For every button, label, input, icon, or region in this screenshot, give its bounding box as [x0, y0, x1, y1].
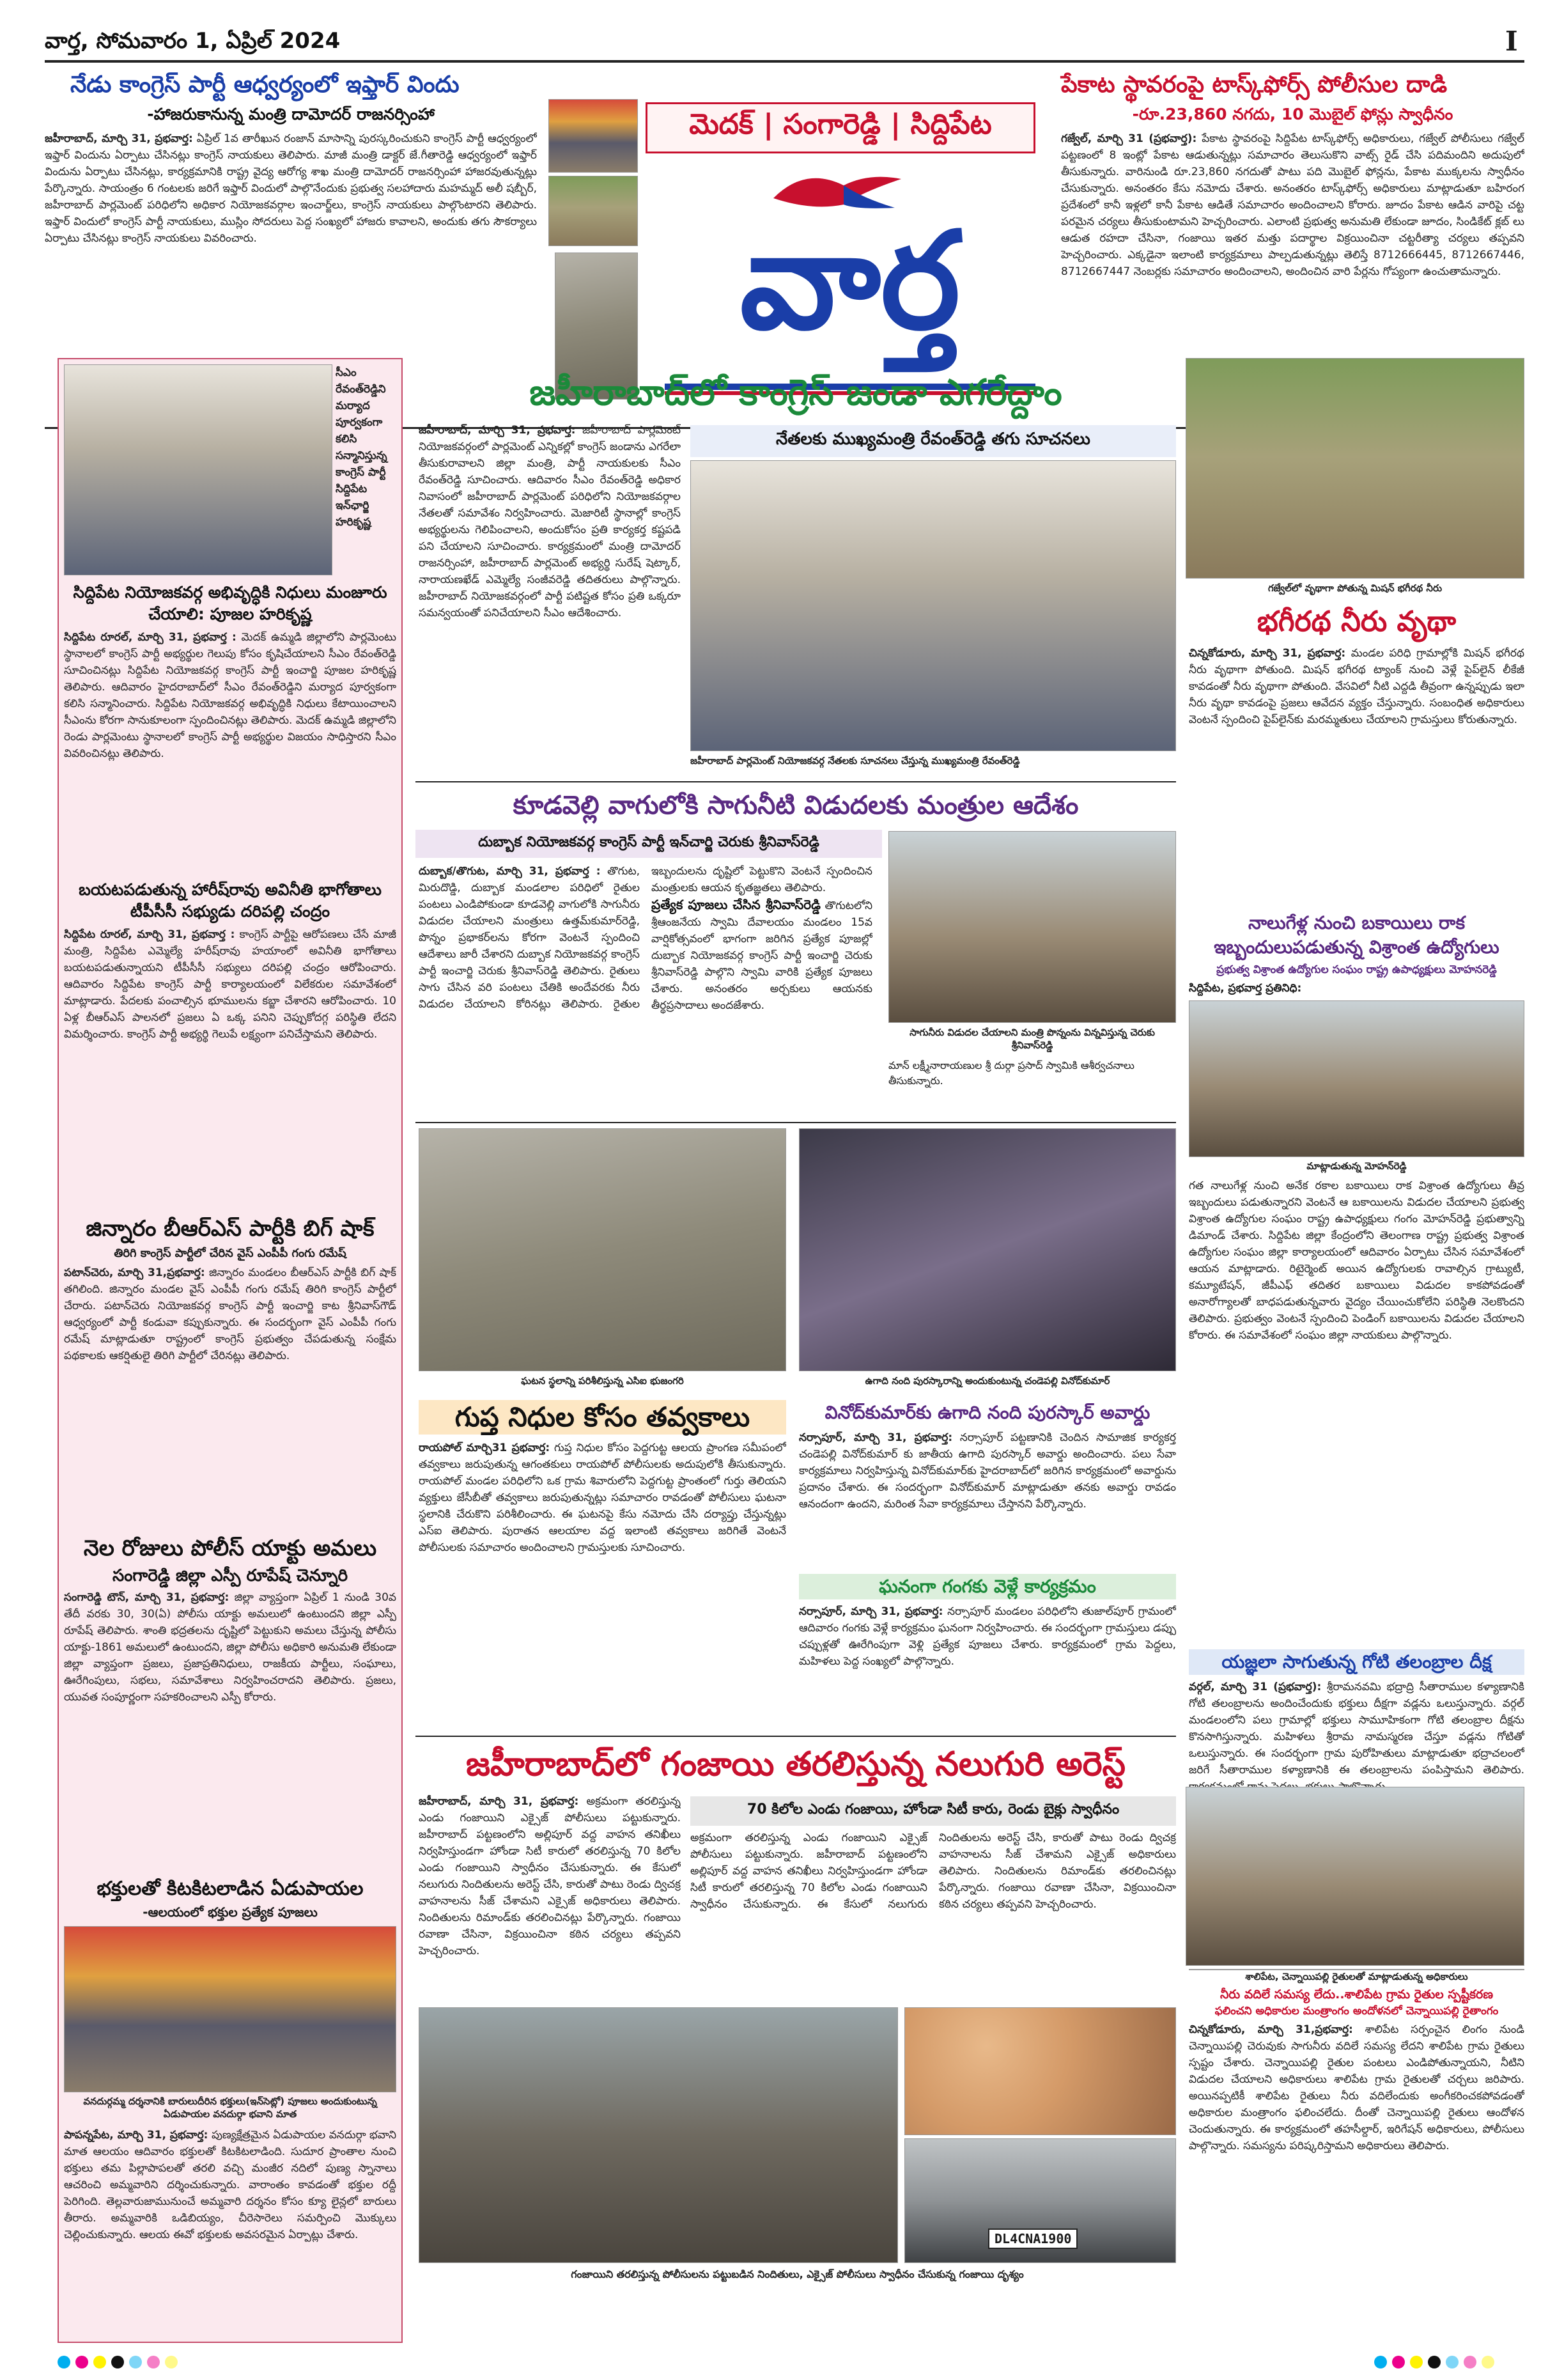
center-treasure-headline-text: గుప్త నిధుల కోసం తవ్వకాలు [454, 1401, 750, 1433]
right-story-2-dateline-line: సిద్దిపేట, ప్రభవార్త ప్రతినిధి: [1189, 982, 1302, 995]
right-story-4-text: శాలిపేట సర్పంచైన లింగం నుండి చెన్నాయిపల్లి చెరువుకు సాగునీరు వదిలే సమస్య లేదని శాలిపేట గ్రామ రైతులు స్పష్టం చేశారు. చెన్నాయిపల్లి రైతుల పంటలు ఎండిపోతున్నాయని, నీటిని విడుదల చేయాలని అధికారులు శాలిపేట గ్రామ రైతులతో చర్చలు జరిపారు. అయినప్పటికీ శాలిపేట రైతులు నీరు వదిలేందుకు అంగీకరించకపోవడంతో అధికారుల మంత్రాంగం ఫలించలేదు. దీంతో చెన్నాయిపల్లి రైతులు ఆందోళన చెందుతున్నారు. ఈ కార్యక్రమంలో తహసీల్దార్, ఇరిగేషన్ అధికారులు, పోలీసులు పాల్గొన్నారు. సమస్యను పరిష్కరిస్తామని అధికారులు తెలిపారు. [1189, 2023, 1524, 2152]
center-water-headline-text: కూడవెల్లి వాగులోకి సాగునీటి విడుదలకు మంత్రుల ఆదేశం [513, 791, 1079, 820]
reg-dot-r-magenta [1392, 2356, 1405, 2368]
reg-dot-yellow-2 [165, 2356, 178, 2368]
right-story-4-body [1189, 2021, 1524, 2303]
reg-dot-yellow [93, 2356, 106, 2368]
top-right-subhead: -రూ.23,860 నగదు, 10 మొబైల్ ఫోన్లు స్వాధీనం [1132, 105, 1453, 123]
center-ganja-body [419, 1793, 681, 2004]
top-right-text: పేకాట స్థావరంపై సిద్దిపేట టాస్క్‌ఫోర్స్ అధికారులు, గజ్వేల్ పోలీసులు గజ్వేల్ పట్టణంలో 8 ఇంట్లో పేకాట ఆడుతున్నట్లు సమాచారం తెలుసుకొని వాట్స్ రైడ్ చేసి పదిమందిని అదుపులో తీసుకున్నారు. వారినుండి రూ.23,860 నగదుతో పాటు పది మొబైల్ ఫోన్లను, పేకాట ముక్కలను స్వాధీనం చేసుకున్నారు. అనంతరం కేసు నమోదు చేశారు. అనంతరం టాస్క్‌ఫోర్స్ అధికారులు మాట్లాడుతూ బహిరంగ ప్రదేశంలో కానీ ఇళ్లలో కానీ పేకాట ఆడితే సమాచారం అందించాలని కోరారు. జూదం పేకాట ఆడిన వారిపై చట్ట పరమైన చర్యలు తీసుకుంటామని హెచ్చరించారు. ఎలాంటి ప్రభుత్వ అనుమతి లేకుండా జూదం, సిండికేట్ క్లబ్ లు ఆడుత రహదా చేసినా, గంజాయి ఇతర మత్తు పదార్థాల విక్రయించినా చట్టరీత్యా చర్యలు తప్పవని హెచ్చరించారు. ఎక్కడైనా ఇలాంటి కార్యక్రమాలు పాల్పడుతున్నట్లు తెలిస్తే 8712666445, 8712667446, 8712667447 నెంబర్లకు సమాచారం అందించాలని, అందించిన వారి పేర్లను గోప్యంగా ఉంచుతామన్నారు. [1061, 132, 1524, 278]
center-ganja-headline [415, 1742, 1176, 1787]
center-water-dateline: దుబ్బాక/తొగుట, మార్చి 31, ప్రభవార్త : [419, 865, 601, 878]
left-story-2-headline: బయటపడుతున్న హారీష్‌రావు అవినీతి భాగోతాలు టీపీసీసీ సభ్యుడు దరిపల్లి చంద్రం [79, 880, 382, 921]
right-story-3-headline [1189, 1649, 1524, 1675]
reg-dot-r-yellow [1410, 2356, 1423, 2368]
masthead-temple-photo-2 [548, 176, 638, 246]
left-temple-crowd-photo [64, 1926, 396, 2092]
center-rule-1 [415, 781, 1176, 782]
right-story-1-headline-text: భగీరథ నీరు వృథా [1257, 605, 1457, 638]
center-treasure-headline [419, 1400, 786, 1435]
center-ganja-text-col [419, 1793, 681, 2004]
left-story-4-headline: నెల రోజులు పోలీస్ యాక్టు అమలు [83, 1536, 377, 1561]
center-water-headline [415, 788, 1176, 823]
left-story-5 [64, 1876, 396, 2337]
right-officials-photo-main [1186, 1787, 1524, 1966]
center-ganja-car-photo [904, 2138, 1176, 2263]
left-story-4 [64, 1534, 396, 1867]
left-story-5-text: పుణ్యక్షేత్రమైన ఏడుపాయల వనదుర్గా భవాని మాత ఆలయం ఆదివారం భక్తులతో కిటకిటలాడింది. సుదూర ప్రాంతాల నుంచి భక్తులు తమ పిల్లాపాపలతో తరలి వచ్చి మంజీర నదిలో పుణ్య స్నానాలు ఆచరించి అమ్మవారిని దర్శించుకున్నారు. వారాంతం కావడంతో భక్తుల రద్దీ పెరిగింది. తెల్లవారుజామునుంచే అమ్మవారి దర్శనం కోసం క్యూ లైన్లలో బారులు తీరారు. అమ్మవారికి ఒడిబియ్యం, చీరెసారెలు సమర్పించి మొక్కులు చెల్లించుకున్నారు. ఆలయ ఈవో భక్తులకు అవసరమైన ఏర్పాట్లు చేశారు. [64, 2129, 396, 2241]
center-water-body [419, 863, 872, 1119]
left-story-3-headline: జిన్నారం బీఆర్ఎస్ పార్టీకి బిగ్ షాక్ [86, 1216, 375, 1241]
right-story-3-text: శ్రీరామనవమి భద్రాద్రి సీతారాముల కళ్యాణానికి గోటి తలంబ్రాలను అందించేందుకు భక్తులు దీక్షగా వడ్లను ఒలుస్తున్నారు. వర్గల్ మండలంలోని పలు గ్రామాల్లో భక్తులు సామూహికంగా గోటి తలంబ్రాల దీక్షను కొనసాగిస్తున్నారు. మహిళలు శ్రీరామ నామస్మరణ చేస్తూ వడ్లను గోటితో ఒలుస్తున్నారు. ఈ సందర్భంగా గ్రామ పురోహితులు మాట్లాడుతూ భద్రాచలంలో జరిగే సీతారాముల కళ్యాణానికి ఈ తలంబ్రాలను పంపిస్తామని తెలిపారు. [1189, 1681, 1524, 1777]
masthead-logo [665, 205, 1035, 358]
center-main-subhead-box [690, 425, 1176, 457]
center-ganja-text: అక్రమంగా తరలిస్తున్న ఎండు గంజాయిని ఎక్సైజ్ పోలీసులు పట్టుకున్నారు. జహీరాబాద్ పట్టణంలోని అల్లిపూర్ వద్ద వాహన తనిఖీలు నిర్వహిస్తుండగా హోండా సిటీ కారులో తరలిస్తున్న 70 కిలోల ఎండు గంజాయిని స్వాధీనం చేసుకున్నారు. ఈ కేసులో నలుగురు నిందితులను అరెస్ట్ చేసి, కారుతో పాటు రెండు ద్విచక్ర వాహనాలను సీజ్ చేశామని ఎక్సైజ్ అధికారులు తెలిపారు. నిందితులను రిమాండ్‌కు తరలించినట్లు పేర్కొన్నారు. గంజాయి రవాణా చేసినా, విక్రయించినా కఠిన చర్యలు తప్పవని హెచ్చరించారు. [419, 1795, 681, 1957]
center-water-text-col [419, 863, 872, 1119]
right-story-2-headline [1189, 911, 1524, 960]
right-story-4 [1189, 1969, 1524, 2343]
left-story-1-body [64, 629, 396, 866]
center-award-dateline: నర్సాపూర్, మార్చి 31, ప్రభవార్త: [799, 1431, 953, 1444]
center-ganja-dateline: జహీరాబాద్, మార్చి 31, ప్రభవార్త: [419, 1795, 579, 1808]
top-left-headline: నేడు కాంగ్రెస్ పార్టీ ఆధ్వర్యంలో ఇఫ్తార్ విందు [70, 72, 460, 98]
right-story-2-headline-text: నాలుగేళ్ల నుంచి బకాయిలు రాక ఇబ్బందులుపడుతున్న విశ్రాంత ఉద్యోగులు [1214, 912, 1499, 958]
registration-marks-right [1374, 2356, 1521, 2371]
center-gangu-text: నర్సాపూర్ మండలం పరిధిలోని తుజాల్‌పూర్ గ్రామంలో ఆదివారం గంగకు వెళ్లే కార్యక్రమం ఘనంగా నిర్వహించారు. ఈ సందర్భంగా గ్రామస్తులు డప్పు చప్పుళ్లతో ఊరేగింపుగా వెళ్లి ప్రత్యేక పూజలు చేశారు. కార్యక్రమంలో గ్రామ పెద్దలు, మహిళలు పెద్ద సంఖ్యలో పాల్గొన్నారు. [799, 1605, 1176, 1668]
right-story-4-dateline: చిన్నకోడూరు, మార్చి 31,ప్రభవార్త: [1189, 2023, 1353, 2036]
center-ganja-text-col-2 [690, 1830, 1176, 2002]
center-water-subhead: దుబ్బాక నియోజకవర్గ కాంగ్రెస్ పార్టీ ఇన్‌చార్జి చెరుకు శ్రీనివాస్‌రెడ్డి [478, 834, 819, 850]
center-gangu-headline [799, 1574, 1176, 1599]
center-ganja-headline-text: జహీరాబాద్‌లో గంజాయి తరలిస్తున్న నలుగురి అరెస్ట్ [465, 1745, 1126, 1784]
left-story-3-body [64, 1264, 396, 1514]
right-story-2-subhead: ప్రభుత్వ విశ్రాంత ఉద్యోగుల సంఘం రాష్ట్ర ఉపాధ్యక్షులు మోహనరెడ్డి [1216, 963, 1497, 976]
car-number-plate: DL4CNA1900 [988, 2228, 1078, 2249]
center-main-subhead: నేతలకు ముఖ్యమంత్రి రేవంత్‌రెడ్డి తగు సూచనలు [776, 430, 1090, 449]
center-rule-2 [415, 1122, 1176, 1123]
masthead-temple-photo-1 [548, 99, 638, 173]
left-story-5-dateline: పాపన్నపేట, మార్చి 31, ప్రభవార్త: [64, 2129, 208, 2142]
left-story-3-text: జిన్నారం మండలం బీఆర్ఎస్ పార్టీకి బిగ్ షాక్ తగిలింది. జిన్నారం మండల వైస్ ఎంపీపీ గంగు రమేష్ తిరిగి కాంగ్రెస్ పార్టీలో చేరారు. పటాన్‌చెరు నియోజకవర్గ కాంగ్రెస్ పార్టీ ఇంచార్జి కాట శ్రీనివాస్‌గౌడ్ ఆధ్వర్యంలో పార్టీ కండువా కప్పుకున్నారు. ఈ సందర్భంగా వైస్ ఎంపీపీ గంగు రమేష్ మాట్లాడుతూ రాష్ట్రంలో కాంగ్రెస్ ప్రభుత్వం చేపడుతున్న సంక్షేమ పథకాలకు ఆకర్షితులై తిరిగి పార్టీలో చేరినట్లు తెలిపారు. [64, 1266, 396, 1362]
center-main-body [419, 422, 681, 777]
right-water-leak-photo [1186, 358, 1524, 579]
left-cm-photo-caption: సీఎం రేవంత్‌రెడ్డిని మర్యాద పూర్వకంగా కలిసి సన్మానిస్తున్న కాంగ్రెస్ పార్టీ సిద్దిపేట ఇన్‌ఛార్జి హరికృష్ణ [336, 366, 387, 529]
left-story-3-subhead: తిరిగి కాంగ్రెస్ పార్టీలో చేరిన వైస్ ఎంపీపీ గంగు రమేష్ [114, 1247, 346, 1260]
right-story-1-body [1189, 645, 1524, 894]
left-story-4-subhead: సంగారెడ్డి జిల్లా ఎస్పీ రూపేష్ చెన్నూరి [112, 1566, 348, 1585]
center-award-photo-caption: ఉగాది నంది పురస్కారాన్ని అందుకుంటున్న చండెపల్లి వినోద్‌కుమార్ [865, 1375, 1110, 1387]
center-award-headline-text: వినోద్‌కుమార్‌కు ఉగాది నంది పురస్కార్ అవార్డు [825, 1402, 1150, 1423]
center-main-text: జహీరాబాద్ పార్లమెంట్ నియోజకవర్గంలో పార్లమెంట్ ఎన్నికల్లో కాంగ్రెస్ జండాను ఎగరేలా తీసుకురావాలని జిల్లా మంత్రి, పార్టీ నాయకులకు సీఎం రేవంత్‌రెడ్డి సూచించారు. ఆదివారం సీఎం రేవంత్‌రెడ్డి అధికార నివాసంలో జహీరాబాద్ పార్లమెంట్ పరిధిలోని నియోజకవర్గాల నేతలతో సమావేశం నిర్వహించారు. మెజారిటీ స్థానాల్లో కాంగ్రెస్ అభ్యర్థులను గెలిపించాలని, అందుకోసం ప్రతి కార్యకర్త కష్టపడి పని చేయాలని సూచించారు. కార్యక్రమంలో మంత్రి దామోదర్ రాజనర్సింహా, జహీరాబాద్ పార్లమెంట్ అభ్యర్థి సురేష్ షెట్కార్, నారాయణఖేడ్ ఎమ్మెల్యే సంజీవరెడ్డి తదితరులు పాల్గొన్నారు. జహీరాబాద్ నియోజకవర్గంలో పార్టీ పటిష్టత కోసం ప్రతి ఒక్కరూ సమన్వయంతో పనిచేయాలని సీఎం ఆదేశించారు. [419, 424, 681, 619]
reg-dot-magenta-2 [147, 2356, 160, 2368]
top-left-text: ఏప్రిల్ 1వ తారీఖున రంజాన్ మాసాన్ని పురస్కరించుకుని కాంగ్రెస్ పార్టీ ఆధ్వర్యంలో ఇఫ్తార్ విందును ఏర్పాటు చేసినట్లు కాంగ్రెస్ నాయకులు తెలిపారు. మాజీ మంత్రి డాక్టర్ జే.గీతారెడ్డి ఆధ్వర్యంలో ఇఫ్తార్ విందును ఏర్పాటు చేసినట్లు, కార్యక్రమానికి రాష్ట్ర వైద్య ఆరోగ్య శాఖ మంత్రి దామోదర్ రాజనర్సింహా హాజరవుతున్నట్లు పేర్కొన్నారు. సాయంత్రం 6 గంటలకు జరిగే ఇఫ్తార్ విందులో పాల్గొనేందుకు ప్రభుత్వ సలహాదారు మహమ్మద్ అలీ షబ్బీర్, జహీరాబాద్ పార్లమెంట్ పరిధిలోని అధికార నియోజకవర్గాల ఇంచార్జ్‌లు, కాంగ్రెస్ నాయకులు పాల్గొంటారని తెలిపారు. ఇఫ్తార్ విందులో కాంగ్రెస్ పార్టీ నాయకులు, ముస్లిం సోదరులు పెద్ద సంఖ్యలో హాజరు కావాలని, అందుకు తగు సౌకర్యాలు ఏర్పాటు చేసినట్లు కాంగ్రెస్ నాయకులు వివరించారు. [45, 132, 537, 245]
right-story-3-headline-text: యజ్ఞలా సాగుతున్న గోటి తలంబ్రాల దీక్ష [1221, 1651, 1492, 1672]
right-officials-photo-caption: శాలిపేట, చెన్నాయిపల్లి రైతులతో మాట్లాడుతున్న అధికారులు [1245, 1971, 1468, 1982]
left-story-3-dateline: పటాన్‌చెరు, మార్చి 31,ప్రభవార్త: [64, 1266, 205, 1279]
left-story-4-dateline: సంగారెడ్డి టౌన్, మార్చి 31, ప్రభవార్త: [64, 1591, 229, 1604]
reg-dot-r-cyan [1374, 2356, 1387, 2368]
center-rock-photo [419, 1128, 786, 1371]
right-pensioners-photo-caption: మాట్లాడుతున్న మోహన్‌రెడ్డి [1306, 1160, 1407, 1172]
right-pensioners-photo [1189, 1000, 1524, 1157]
reg-dot-magenta [75, 2356, 88, 2368]
center-main-text-col [419, 422, 681, 777]
center-water-text: తొగుట, మిరుదొడ్డి, దుబ్బాక మండలాల పరిధిలో రైతుల పంటలు ఎండిపోకుండా కూడవెల్లి వాగులోకి సాగునీరు విడుదల చేయాలని మంత్రులు ఉత్తమ్‌కుమార్‌రెడ్డి, పొన్నం ప్రభాకర్‌లను కోరగా వెంటనే స్పందించి ఆదేశాలు జారీ చేశారని దుబ్బాక నియోజకవర్గ కాంగ్రెస్ పార్టీ ఇంచార్జి చెరుకు శ్రీనివాస్‌రెడ్డి తెలిపారు. రైతులు సాగు చేసిన వరి పంటలు చేతికి అందేవరకు నీరు విడుదల చేయాలని కోరినట్లు తెలిపారు. రైతుల ఇబ్బందులను దృష్టిలో పెట్టుకొని వెంటనే స్పందించిన మంత్రులకు ఆయన కృతజ్ఞతలు తెలిపారు. [419, 865, 872, 1011]
right-story-1-dateline: చిన్నకోడూరు, మార్చి 31, ప్రభవార్త: [1189, 647, 1346, 660]
region-text: మెదక్ | సంగారెడ్డి | సిద్దిపేట [689, 108, 992, 141]
center-ganja-subhead-box [690, 1796, 1176, 1826]
left-story-5-headline: భక్తులతో కిటకిటలాడిన ఏడుపాయల [97, 1878, 364, 1900]
masthead-rule [45, 60, 1524, 63]
left-story-1-headline: సిద్దిపేట నియోజకవర్గ అభివృద్ధికి నిధులు మంజూరు చేయాలి: పూజల హరికృష్ణ [73, 583, 387, 623]
left-story-2-dateline: సిద్దిపేట రూరల్, మార్చి 31, ప్రభవార్త : [64, 928, 235, 941]
center-ganja-subhead: 70 కిలోల ఎండు గంజాయి, హోండా సిటీ కారు, రెండు బైక్లు స్వాధీనం [747, 1801, 1120, 1817]
left-cm-meeting-photo [64, 364, 332, 575]
center-water-sub2-text: తొగుటలోని శ్రీఆంజనేయ స్వామి దేవాలయం మండలం 15వ వార్షికోత్సవంలో భాగంగా జరిగిన ప్రత్యేక పూజల్లో దుబ్బాక నియోజకవర్గ కాంగ్రెస్ పార్టీ ఇంచార్జి చెరుకు శ్రీనివాస్‌రెడ్డి పాల్గొని స్వామి వారికి ప్రత్యేక పూజలు చేశారు. అనంతరం అర్చకులు ఆయనకు తీర్థప్రసాదాలు అందజేశారు. [651, 899, 872, 1012]
center-gangu-dateline: నర్సాపూర్, మార్చి 31, ప్రభవార్త: [799, 1605, 943, 1618]
page-number: I [1505, 26, 1518, 57]
center-ganja-text-2: అక్రమంగా తరలిస్తున్న ఎండు గంజాయిని ఎక్సైజ్ పోలీసులు పట్టుకున్నారు. జహీరాబాద్ పట్టణంలోని అల్లిపూర్ వద్ద వాహన తనిఖీలు నిర్వహిస్తుండగా హోండా సిటీ కారులో తరలిస్తున్న 70 కిలోల ఎండు గంజాయిని స్వాధీనం చేసుకున్నారు. ఈ కేసులో నలుగురు నిందితులను అరెస్ట్ చేసి, కారుతో పాటు రెండు ద్విచక్ర వాహనాలను సీజ్ చేశామని ఎక్సైజ్ అధికారులు తెలిపారు. నిందితులను రిమాండ్‌కు తరలించినట్లు పేర్కొన్నారు. గంజాయి రవాణా చేసినా, విక్రయించినా కఠిన చర్యలు తప్పవని హెచ్చరించారు. [690, 1832, 1176, 1911]
left-story-1-dateline: సిద్దిపేట రూరల్, మార్చి 31, ప్రభవార్త : [64, 631, 236, 644]
center-award-headline [799, 1400, 1176, 1426]
center-treasure-body [419, 1440, 786, 1727]
left-story-2-text: కాంగ్రెస్ పార్టీపై ఆరోపణలు చేసే మాజీ మంత్రి, సిద్దిపేట ఎమ్మెల్యే హరీష్‌రావు హయాంలో అవినీతి భాగోతాలు బయటపడుతున్నాయని టీపీసీసీ సభ్యులు దరిపల్లి చంద్రం ఆరోపించారు. ఆదివారం సిద్దిపేట కాంగ్రెస్ పార్టీ కార్యాలయంలో విలేకరుల సమావేశంలో మాట్లాడారు. పేదలకు పంచాల్సిన భూములను కబ్జా చేశారని ఆరోపించారు. 10 ఏళ్ల బీఆర్ఎస్ పాలనలో ప్రజలు ఏ ఒక్క పనిని చెప్పుకోదగ్గ పరిస్థితి లేదని విమర్శించారు. కాంగ్రెస్ పార్టీ అభ్యర్థి గెలుపే లక్ష్యంగా పనిచేస్తామని తెలిపారు. [64, 928, 396, 1041]
center-water-sub2-headline: ప్రత్యేక పూజలు చేసిన శ్రీనివాస్‌రెడ్డి [651, 897, 821, 912]
left-story-4-text: జిల్లా వ్యాప్తంగా ఏప్రిల్ 1 నుండి 30వ తేదీ వరకు 30, 30(ఏ) పోలీసు యాక్టు అమలులో ఉంటుందని జిల్లా ఎస్పీ రూపేష్ తెలిపారు. శాంతి భద్రతలను దృష్టిలో పెట్టుకుని అమలు చేస్తున్న పోలీసు యాక్టు-1861 అమలులో ఉంటుందని, జిల్లా పోలీసు అధికారి అనుమతి లేకుండా జిల్లా వ్యాప్తంగా ప్రజలు, ప్రజాప్రతినిధులు, రాజకీయ పార్టీలు, సంఘాలు, ఊరేగింపులు, సభలు, సమావేశాలు నిర్వహించరాదని తెలిపారు. ప్రజలు, యువత సంపూర్ణంగా సహకరించాలని ఎస్పీ కోరారు. [64, 1591, 396, 1704]
reg-dot-r-black [1428, 2356, 1441, 2368]
reg-dot-black [111, 2356, 124, 2368]
left-temple-photo-caption: వనదుర్గమ్మ దర్శనానికి బారులుదీరిన భక్తులు(ఇన్‌సెట్లో) పూజలు అందుకుంటున్న ఏడుపాయల వనదుర్గా భవాని మాత [83, 2096, 377, 2120]
center-treasure-dateline: రాయపోల్ మార్చి31 ప్రభవార్త: [419, 1442, 550, 1454]
left-story-2-body [64, 926, 396, 1201]
reg-dot-r-yellow-2 [1482, 2356, 1494, 2368]
left-story-2 [64, 879, 396, 1205]
right-story-3-dateline: వర్గల్, మార్చి 31 (ప్రభవార్త): [1189, 1681, 1322, 1693]
date-line: వార్త, సోమవారం 1, ఏప్రిల్ 2024 [45, 28, 341, 54]
left-story-3 [64, 1215, 396, 1528]
center-treasure-story [419, 1400, 786, 1732]
right-water-photo-caption: గజ్వేల్‌లో వృథాగా పోతున్న మిషన్ భగీరథ నీరు [1267, 582, 1443, 594]
left-story-5-subhead: -ఆలయంలో భక్తుల ప్రత్యేక పూజలు [143, 1904, 318, 1920]
right-story-2-body [1189, 1178, 1524, 1593]
left-story-1 [64, 582, 396, 869]
center-ganja-packets-photo [904, 2007, 1176, 2135]
logo-text: వార్త [739, 203, 961, 359]
center-main-headline-text: జహీరాబాద్‌లో కాంగ్రెస్ జండా ఎగరేద్దాం [529, 372, 1062, 414]
reg-dot-cyan [58, 2356, 70, 2368]
top-left-dateline: జహీరాబాద్, మార్చి 31, ప్రభవార్త: [45, 132, 193, 145]
center-water-subhead-box [415, 830, 882, 858]
center-water-photo-caption: సాగునీరు విడుదల చేయాలని మంత్రి పొన్నంను విన్నవిస్తున్న చెరుకు శ్రీనివాస్‌రెడ్డి [910, 1027, 1155, 1051]
top-right-dateline: గజ్వేల్, మార్చి 31 (ప్రభవార్త): [1061, 132, 1197, 145]
center-award-photo [799, 1128, 1176, 1371]
reg-dot-r-cyan-2 [1446, 2356, 1459, 2368]
right-story-1-text: మండల పరిధి గ్రామాల్లోకి మిషన్ భగీరథ నీరు వృథాగా పోతుంది. మిషన్ భగీరథ ట్యాంక్ నుంచి వెళ్లే పైప్‌లైన్ లీకేజీ కావడంతో నీరు వృథాగా పోతుంది. వేసవిలో నీటి ఎద్దడి తీవ్రంగా ఉన్నప్పుడు ఇలా నీరు వృథా కావడంపై ప్రజలు ఆవేదన వ్యక్తం చేస్తున్నారు. సంబంధిత అధికారులు వెంటనే స్పందించి పైప్‌లైన్‌కు మరమ్మతులు చేయాలని గ్రామస్తులు కోరుతున్నారు. [1189, 647, 1524, 726]
top-right-headline: పేకాట స్థావరంపై టాస్క్‌ఫోర్స్ పోలీసుల దాడి [1061, 72, 1448, 98]
reg-dot-r-magenta-2 [1464, 2356, 1476, 2368]
center-main-headline [415, 371, 1176, 416]
center-water-photo [888, 831, 1176, 1023]
right-story-2 [1189, 911, 1524, 1646]
center-rule-3 [415, 1736, 1176, 1737]
right-story-4-headline-text: నీరు వదిలే సమస్య లేదు..శాలిపేట గ్రామ రైతుల స్పష్టీకరణ [1219, 1987, 1494, 2002]
registration-marks-left [58, 2356, 224, 2371]
center-award-text: నర్సాపూర్ పట్టణానికి చెందిన సామాజిక కార్యకర్త చండెపల్లి వినోద్‌కుమార్ కు జాతీయ ఉగాది పురస్కార్ అవార్డు అందించారు. పలు సేవా కార్యక్రమాలు నిర్వహిస్తున్న వినోద్‌కుమార్‌కు హైదరాబాద్‌లో జరిగిన కార్యక్రమంలో అవార్డును ప్రదానం చేశారు. ఈ సందర్భంగా వినోద్‌కుమార్ మాట్లాడుతూ తనకు అవార్డు రావడం ఆనందంగా ఉందని, మరింత సేవా కార్యక్రమాలు చేస్తానని పేర్కొన్నారు. [799, 1431, 1176, 1511]
center-gangu-headline-text: ఘనంగా గంగకు వెళ్లే కార్యక్రమం [879, 1576, 1096, 1597]
center-gangu-body [799, 1603, 1176, 1718]
right-story-2-text: గత నాలుగేళ్ల నుంచి అనేక రకాల బకాయిలు రాక విశ్రాంత ఉద్యోగులు తీవ్ర ఇబ్బందులు పడుతున్నారని వెంటనే ఆ బకాయిలను విడుదల చేయాలని ప్రభుత్వ విశ్రాంత ఉద్యోగుల సంఘం రాష్ట్ర ఉపాధ్యక్షులు గంగం మోహన్‌రెడ్డి ప్రభుత్వాన్ని డిమాండ్ చేశారు. సిద్దిపేట జిల్లా కేంద్రంలోని తెలంగాణ రాష్ట్ర ప్రభుత్వ విశ్రాంత ఉద్యోగుల సంఘం జిల్లా కార్యాలయంలో ఆదివారం ఏర్పాటు చేసిన సమావేశంలో ఆయన మాట్లాడారు. రిటైర్మెంట్ అయిన ఉద్యోగులకు రావాల్సిన గ్రాట్యుటీ, కమ్యూటేషన్, జీపీఎఫ్ తదితర బకాయిలు విడుదల కాకపోవడంతో అనారోగ్యాలతో బాధపడుతున్నవారు వైద్యం చేయించుకోలేని పరిస్థితి నెలకొందని తెలిపారు. ప్రభుత్వం వెంటనే స్పందించి పెండింగ్ బకాయిలను విడుదల చేయాలని కోరారు. ఈ సమావేశంలో సంఘం జిల్లా నాయకులు పాల్గొన్నారు. [1189, 1179, 1524, 1342]
left-story-4-body [64, 1589, 396, 1858]
center-main-dateline: జహీరాబాద్, మార్చి 31, ప్రభవార్త: [419, 424, 576, 437]
center-rock-photo-caption: ఘటన స్థలాన్ని పరిశీలిస్తున్న ఎసిఐ భుజంగరి [521, 1375, 684, 1387]
center-water-sub2-caption: మాన్ లక్ష్మీనారాయణుల శ్రీ దుర్గా ప్రసాద్ స్వామికి ఆశీర్వచనాలు తీసుకున్నారు. [888, 1059, 1134, 1087]
center-cm-meeting-photo [690, 460, 1176, 751]
region-banner [646, 102, 1035, 153]
center-treasure-text: గుప్త నిధుల కోసం పెద్దగుట్ట ఆలయ ప్రాంగణ సమీపంలో తవ్వకాలు జరుపుతున్న ఆగంతకులు రాయపోల్ పోలీసులకు అదుపులోకి తీసుకున్నారు. రాయపోల్ మండల పరిధిలోని ఒక గ్రామ శివారులోని పెద్దగుట్ట ప్రాంతంలో గుర్తు తెలియని వ్యక్తులు జేసీబీతో తవ్వకాలు జరుపుతున్నట్లు సమాచారం రావడంతో పోలీసులు ఘటనా స్థలానికి చేరుకొని పరిశీలించారు. ఈ ఘటనపై కేసు నమోదు చేసి దర్యాప్తు చేస్తున్నట్లు ఎస్ఐ తెలిపారు. పురాతన ఆలయాల వద్ద ఇలాంటి తవ్వకాలు జరిగితే వెంటనే పోలీసులకు సమాచారం అందించాలని గ్రామస్తులకు సూచించారు. [419, 1442, 786, 1554]
center-ganja-photo-caption: గంజాయిని తరలిస్తున్న పోలీసులను పట్టుబడిన నిందితులు, ఎక్సైజ్ పోలీసులు స్వాధీనం చేసుకున్న గంజాయి దృశ్యం [571, 2268, 1024, 2280]
left-story-1-text: మెదక్ ఉమ్మడి జిల్లాలోని పార్లమెంటు స్థానాలలో కాంగ్రెస్ పార్టీ అభ్యర్థుల గెలుపు కోసం కృషిచేయాలని సీఎం రేవంత్‌రెడ్డి సూచించినట్లు సిద్దిపేట నియోజకవర్గ కాంగ్రెస్ పార్టీ ఇంచార్జి పూజల హరికృష్ణ తెలిపారు. ఆదివారం హైదరాబాద్‌లో సీఎం రేవంత్‌రెడ్డిని మర్యాద పూర్వకంగా కలిసి సన్మానించారు. సిద్దిపేట నియోజకవర్గ అభివృద్ధికి నిధులు కేటాయించాలని సీఎంను కోరగా సానుకూలంగా స్పందించినట్లు తెలిపారు. మెదక్ ఉమ్మడి జిల్లాలోని రెండు పార్లమెంటు స్థానాలలో కాంగ్రెస్ పార్టీ అభ్యర్థుల విజయం సాధిస్తారని సీఎం వివరించినట్లు తెలిపారు. [64, 631, 396, 760]
center-award-body [799, 1429, 1176, 1570]
left-story-5-body [64, 2127, 396, 2319]
right-story-4-headline [1189, 1986, 1524, 2003]
right-story-1 [1189, 604, 1524, 905]
right-story-4-subhead: ఫలించని అధికారుల మంత్రాంగం అందోళనలో చెన్నాయిపల్లి రైతాంగం [1214, 2005, 1499, 2018]
top-left-subhead: -హాజరుకానున్న మంత్రి దామోదర్ రాజనర్సింహా [147, 105, 435, 123]
right-story-1-headline [1189, 604, 1524, 640]
reg-dot-cyan-2 [129, 2356, 142, 2368]
center-main-photo-caption: జహీరాబాద్ పార్లమెంట్ నియోజకవర్గ నేతలకు సూచనలు చేస్తున్న ముఖ్యమంత్రి రేవంత్‌రెడ్డి [690, 755, 1020, 766]
center-award-story [799, 1400, 1176, 1732]
center-ganja-accused-photo [419, 2007, 898, 2263]
center-ganja-body-2 [690, 1830, 1176, 2002]
